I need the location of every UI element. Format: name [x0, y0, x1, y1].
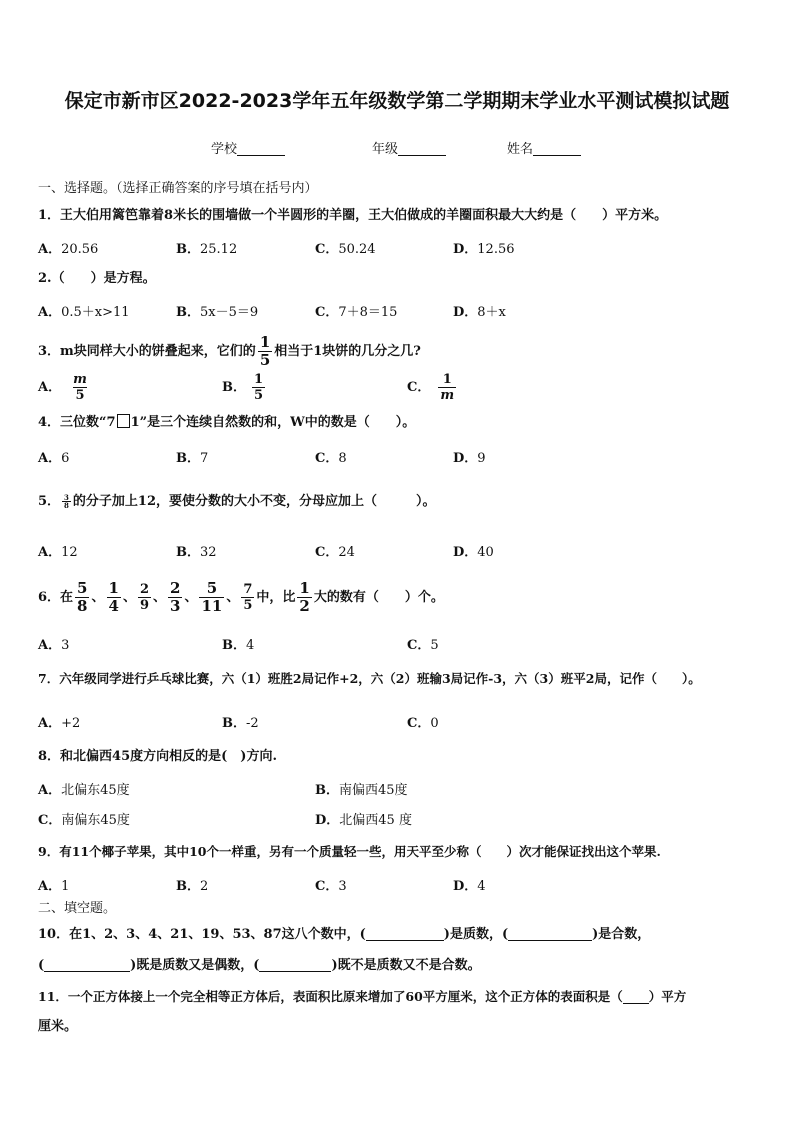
- q7-option-c[interactable]: C．0: [407, 716, 439, 731]
- q10-line2: ( )既是质数又是偶数，( )既不是质数又不是合数。: [38, 958, 481, 973]
- q9-option-a[interactable]: A．1: [38, 879, 70, 894]
- school-field[interactable]: [211, 141, 285, 159]
- section1-heading: 一、选择题。（选择正确答案的序号填在括号内）: [38, 181, 318, 196]
- q4-text: 4．三位数“7 1”是三个连续自然数的和，W中的数是（ ）。: [38, 415, 416, 430]
- fraction: $\frac{3}{8}$: [64, 493, 69, 510]
- q8-option-b[interactable]: B．南偏西45度: [315, 783, 408, 798]
- q4-option-a[interactable]: A．6: [38, 451, 70, 466]
- name-blank[interactable]: [533, 141, 581, 156]
- q9-text: 9．有11个椰子苹果，其中10个一样重，另有一个质量轻一些，用天平至少称（ ）次才能保证找出这个苹果.: [38, 844, 661, 859]
- fraction: $\frac{1}{5}$: [259, 333, 271, 369]
- q8-text: 8．和北偏西45度方向相反的是( )方向.: [38, 749, 277, 764]
- q1-option-a[interactable]: A．20.56: [38, 242, 99, 257]
- section2-heading: 二、填空题。: [38, 901, 117, 916]
- q11-line1: 11．一个正方体接上一个完全相等正方体后，表面积比原来增加了60平方厘米，这个正方体的表面积是（ ）平方: [38, 989, 687, 1004]
- school-label: 学校: [211, 142, 238, 157]
- q6-option-a[interactable]: A．3: [38, 638, 70, 653]
- q5-text: 5． $\frac{3}{8}$ 的分子加上12，要使分数的大小不变，分母应加上（ ）。: [38, 493, 436, 510]
- name-field[interactable]: [507, 141, 581, 159]
- q6-option-c[interactable]: C．5: [407, 638, 439, 653]
- q11-blank[interactable]: [623, 989, 649, 1004]
- q4-option-d[interactable]: D．9: [453, 451, 486, 466]
- q11-line2: 厘米。: [38, 1019, 78, 1034]
- q8-option-d[interactable]: D．北偏西45 度: [315, 813, 412, 828]
- q9-option-d[interactable]: D．4: [453, 879, 486, 894]
- q2-text: 2.（ ）是方程。: [38, 271, 156, 286]
- q9-option-c[interactable]: C．3: [315, 879, 347, 894]
- school-blank[interactable]: [237, 141, 285, 156]
- q8-option-c[interactable]: C．南偏东45度: [38, 813, 130, 828]
- q2-option-d[interactable]: D．8＋x: [453, 305, 506, 320]
- grade-label: 年级: [372, 142, 399, 157]
- q4-option-c[interactable]: C．8: [315, 451, 347, 466]
- q7-option-b[interactable]: B．-2: [222, 716, 259, 731]
- q1-text: 1．王大伯用篱笆靠着8米长的围墙做一个半圆形的羊圈，王大伯做成的羊圈面积最大大约是（ ）平方米。: [38, 208, 668, 223]
- q5-option-c[interactable]: C．24: [315, 545, 355, 560]
- q3-text: 3．m块同样大小的饼叠起来，它们的 $\frac{1}{5}$ 相当于1块饼的几分之几?: [38, 333, 421, 369]
- q2-option-b[interactable]: B．5x－5＝9: [176, 305, 259, 320]
- q5-option-b[interactable]: B．32: [176, 545, 217, 560]
- q3-option-b[interactable]: B． $\frac{1}{5}$: [222, 372, 264, 403]
- grade-field[interactable]: [372, 141, 446, 159]
- blank-box: [117, 414, 130, 428]
- q1-option-b[interactable]: B．25.12: [176, 242, 238, 257]
- q10-blank-3[interactable]: [44, 957, 130, 972]
- q10-blank-2[interactable]: [508, 926, 592, 941]
- q1-option-c[interactable]: C．50.24: [315, 242, 376, 257]
- name-label: 姓名: [507, 142, 534, 157]
- q7-text: 7．六年级同学进行乒乓球比赛，六（1）班胜2局记作+2，六（2）班输3局记作-3，六（3）班平2局，记作（ ）。: [38, 671, 701, 686]
- q5-option-a[interactable]: A．12: [38, 545, 78, 560]
- q5-option-d[interactable]: D．40: [453, 545, 494, 560]
- q4-option-b[interactable]: B．7: [176, 451, 209, 466]
- q2-option-a[interactable]: A．0.5＋x>11: [38, 305, 130, 320]
- q9-option-b[interactable]: B．2: [176, 879, 209, 894]
- q10-line1: 10．在1、2、3、4、21、19、53、87这八个数中，( )是质数，( )是合数，: [38, 927, 651, 942]
- q10-blank-4[interactable]: [259, 957, 331, 972]
- q6-option-b[interactable]: B．4: [222, 638, 255, 653]
- q10-blank-1[interactable]: [366, 926, 444, 941]
- q3-option-a[interactable]: A． $\frac{m}{5}$: [38, 372, 87, 403]
- q8-option-a[interactable]: A．北偏东45度: [38, 783, 130, 798]
- q2-option-c[interactable]: C．7＋8＝15: [315, 305, 398, 320]
- grade-blank[interactable]: [398, 141, 446, 156]
- q7-option-a[interactable]: A．+2: [38, 716, 81, 731]
- q6-text: 6．在 $\frac{5}{8}$ 、 $\frac{1}{4}$ 、 $\frac{2}{9}$ 、 $\frac{2}{3}$ 、 $\frac{5}{11}$ 、 $\frac{7}{5}$ 中，比 $\frac{1}{2}$ 大的数有（ ）个。: [38, 579, 444, 615]
- page-title: 保定市新市区2022-2023学年五年级数学第二学期期末学业水平测试模拟试题: [64, 90, 730, 112]
- q1-option-d[interactable]: D．12.56: [453, 242, 515, 257]
- q3-option-c[interactable]: C． $\frac{1}{m}$: [407, 372, 455, 403]
